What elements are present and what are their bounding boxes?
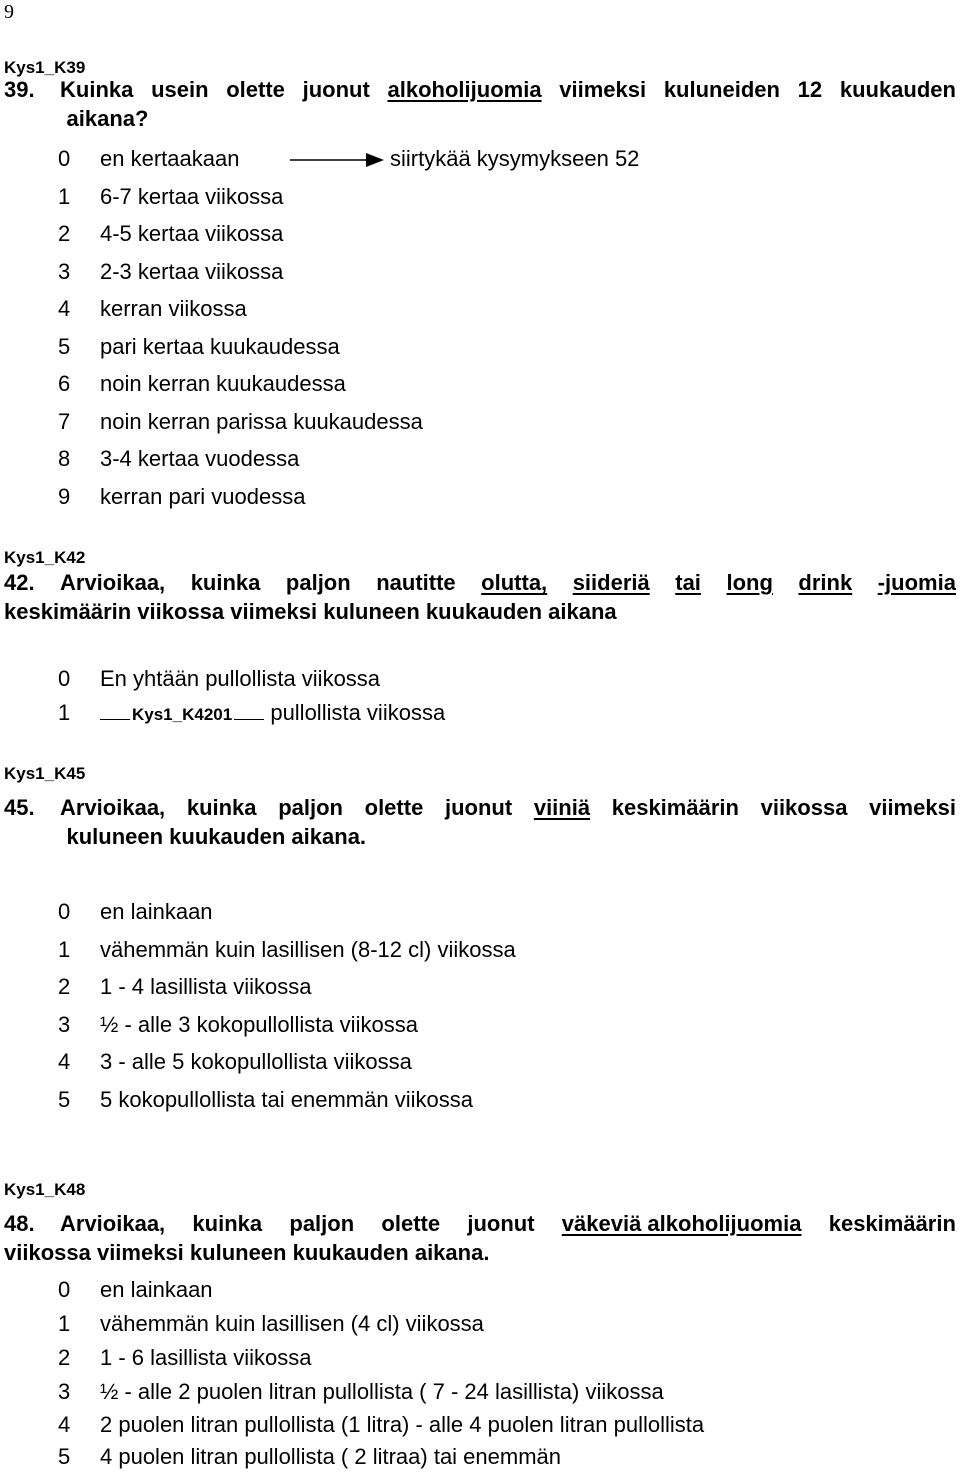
underlined-term: alkoholijuomia xyxy=(387,77,542,102)
arrow-right-icon xyxy=(290,150,384,170)
question-number: 45. xyxy=(4,795,35,820)
option-k39-5: 5 pari kertaa kuukaudessa xyxy=(58,333,340,359)
option-k45-4: 4 3 - alle 5 kokopullollista viikossa xyxy=(58,1049,412,1074)
option-k48-1: 1 vähemmän kuin lasillisen (4 cl) viikossa xyxy=(58,1311,484,1336)
question-48-title: 48. Arvioikaa, kuinka paljon olette juonut väkeviä alkoholijuomia keskimäärin viikossa viimeksi kuluneen kuukauden aikana. xyxy=(4,1211,956,1265)
question-42-title: 42. Arvioikaa, kuinka paljon nautitte olutta, siideriä tai long drink -juomia keskimäärin viikossa viimeksi kuluneen kuukauden aikana xyxy=(4,570,956,624)
variable-code-k45: Kys1_K45 xyxy=(4,764,86,783)
option-k42-0: 0 En yhtään pullollista viikossa xyxy=(58,666,381,691)
option-k42-1: 1 Kys1_K4201 pullollista viikossa xyxy=(58,700,446,725)
option-k39-7: 7 noin kerran parissa kuukaudessa xyxy=(58,408,423,434)
question-number: 42. xyxy=(4,570,35,595)
variable-code-k39: Kys1_K39 xyxy=(4,58,86,77)
option-k39-4: 4 kerran viikossa xyxy=(58,296,247,321)
underlined-term: olutta, xyxy=(481,570,548,595)
answer-blank[interactable] xyxy=(100,701,130,720)
page-number: 9 xyxy=(4,1,14,23)
option-k45-3: 3 ½ - alle 3 kokopullollista viikossa xyxy=(58,1011,418,1037)
option-k48-2: 2 1 - 6 lasillista viikossa xyxy=(58,1345,312,1370)
answer-blank[interactable] xyxy=(234,701,264,720)
option-k39-1: 1 6-7 kertaa viikossa xyxy=(58,183,284,209)
field-code: Kys1_K4201 xyxy=(132,705,233,724)
option-k45-2: 2 1 - 4 lasillista viikossa xyxy=(58,974,312,999)
option-k39-3: 3 2-3 kertaa viikossa xyxy=(58,258,284,284)
option-k48-4: 4 2 puolen litran pullollista (1 litra) - alle 4 puolen litran pullollista xyxy=(58,1412,705,1437)
underlined-term: väkeviä alkoholijuomia xyxy=(561,1211,802,1236)
variable-code-k48: Kys1_K48 xyxy=(4,1180,86,1199)
option-k39-2: 2 4-5 kertaa viikossa xyxy=(58,221,284,246)
question-number: 48. xyxy=(4,1211,35,1236)
option-k48-0: 0 en lainkaan xyxy=(58,1277,213,1302)
option-k39-6: 6 noin kerran kuukaudessa xyxy=(58,371,346,396)
question-45-title: 45. Arvioikaa, kuinka paljon olette juonut viiniä keskimäärin viikossa viimeksi kuluneen kuukauden aikana. xyxy=(4,795,956,849)
option-k39-9: 9 kerran pari vuodessa xyxy=(58,483,306,509)
variable-code-k42: Kys1_K42 xyxy=(4,548,86,567)
option-k45-1: 1 vähemmän kuin lasillisen (8-12 cl) viikossa xyxy=(58,936,516,962)
skip-instruction: siirtykää kysymykseen 52 xyxy=(390,146,640,171)
option-k48-3: 3 ½ - alle 2 puolen litran pullollista ( 7 - 24 lasillista) viikossa xyxy=(58,1379,664,1404)
underlined-term: viiniä xyxy=(533,795,591,820)
option-k45-5: 5 5 kokopullollista tai enemmän viikossa xyxy=(58,1086,473,1112)
option-k39-8: 8 3-4 kertaa vuodessa xyxy=(58,446,300,471)
question-number: 39. xyxy=(4,77,35,102)
option-k39-0: 0 en kertaakaan xyxy=(58,146,240,171)
question-39-title: 39. Kuinka usein olette juonut alkoholijuomia viimeksi kuluneiden 12 kuukauden aikana? xyxy=(4,77,956,131)
option-k48-5: 5 4 puolen litran pullollista ( 2 litraa) tai enemmän xyxy=(58,1444,562,1469)
option-k45-0: 0 en lainkaan xyxy=(58,899,213,924)
